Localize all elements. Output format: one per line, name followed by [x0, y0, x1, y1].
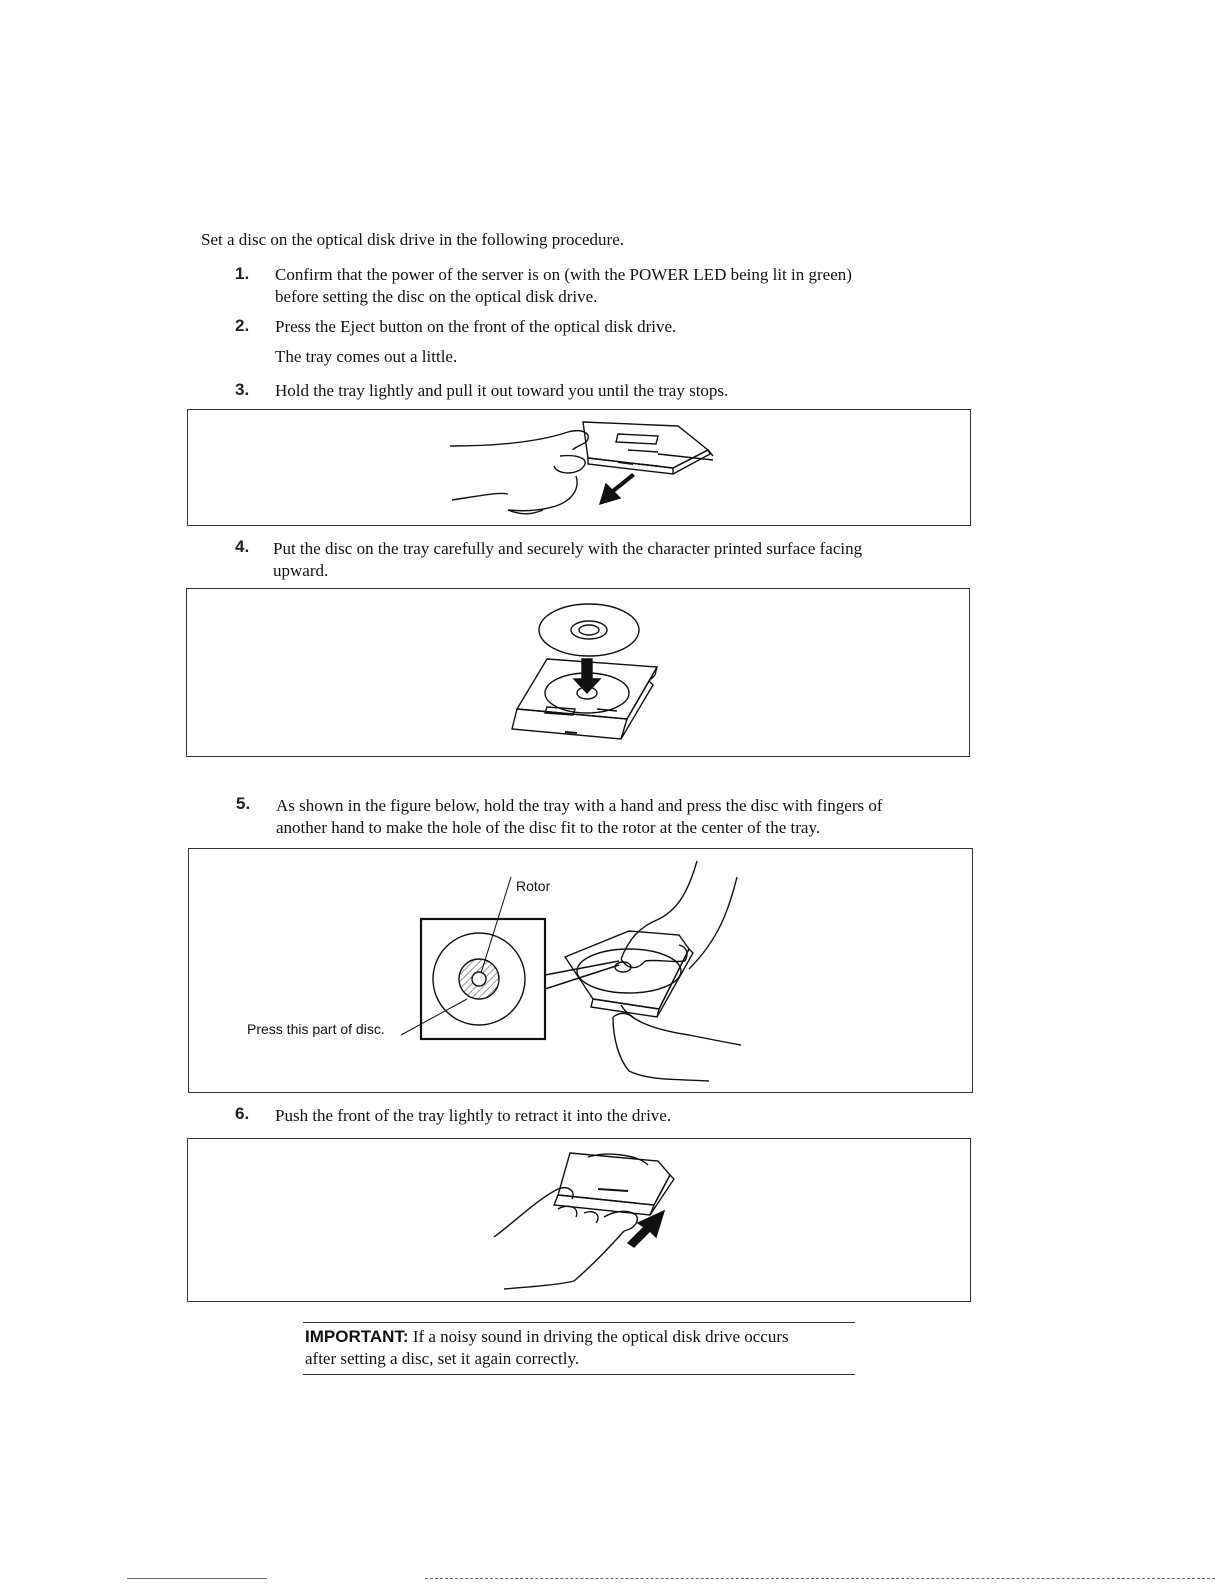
important-line-1 — [305, 1326, 855, 1348]
step-4-number: 4. — [235, 537, 250, 556]
intro-text: Set a disc on the optical disk drive in the following procedure. — [201, 230, 625, 249]
step-5-line-2: another hand to make the hole of the disc fit to the rotor at the center of the tray. — [276, 818, 821, 837]
important-note — [303, 1322, 855, 1375]
step-1-text — [275, 264, 852, 308]
step-6-text: Push the front of the tray lightly to retract it into the drive. — [275, 1106, 672, 1125]
step-2-text: Press the Eject button on the front of the optical disk drive. — [275, 317, 677, 336]
figure-pull-tray — [187, 409, 971, 526]
important-text-1: If a noisy sound in driving the optical disk drive occurs — [408, 1327, 789, 1346]
important-heading: IMPORTANT: — [305, 1327, 409, 1346]
figure-place-disc — [186, 588, 970, 757]
step-1-line-2: before setting the disc on the optical disk drive. — [275, 287, 598, 306]
footer-rule-left — [127, 1578, 267, 1579]
figure-retract-tray — [187, 1138, 971, 1302]
step-2-number: 2. — [235, 316, 250, 335]
step-3-number: 3. — [235, 380, 250, 399]
step-3-text: Hold the tray lightly and pull it out toward you until the tray stops. — [275, 381, 729, 400]
figure-press-disc — [188, 848, 973, 1093]
footer-rule-right — [425, 1578, 1215, 1579]
pull-tray-illustration — [188, 410, 972, 527]
disc-icon — [539, 604, 639, 656]
step-4-text — [273, 538, 862, 582]
step-1-line-1: Confirm that the power of the server is on (with the POWER LED being lit in green) — [275, 265, 852, 284]
place-disc-illustration — [187, 589, 971, 758]
step-2-note: The tray comes out a little. — [275, 347, 458, 366]
important-text-2: after setting a disc, set it again correctly. — [305, 1349, 580, 1368]
step-5-number: 5. — [236, 794, 251, 813]
step-4-line-2: upward. — [273, 561, 329, 580]
rotor-label: Rotor — [516, 878, 551, 894]
step-1-number: 1. — [235, 264, 250, 283]
retract-tray-illustration — [188, 1139, 972, 1303]
step-5-line-1: As shown in the figure below, hold the tray with a hand and press the disc with fingers of — [276, 796, 883, 815]
step-5-text — [276, 795, 883, 839]
press-part-label: Press this part of disc. — [247, 1021, 385, 1037]
step-6-number: 6. — [235, 1104, 250, 1123]
step-4-line-1: Put the disc on the tray carefully and securely with the character printed surface facing — [273, 539, 863, 558]
press-disc-illustration — [189, 849, 974, 1094]
